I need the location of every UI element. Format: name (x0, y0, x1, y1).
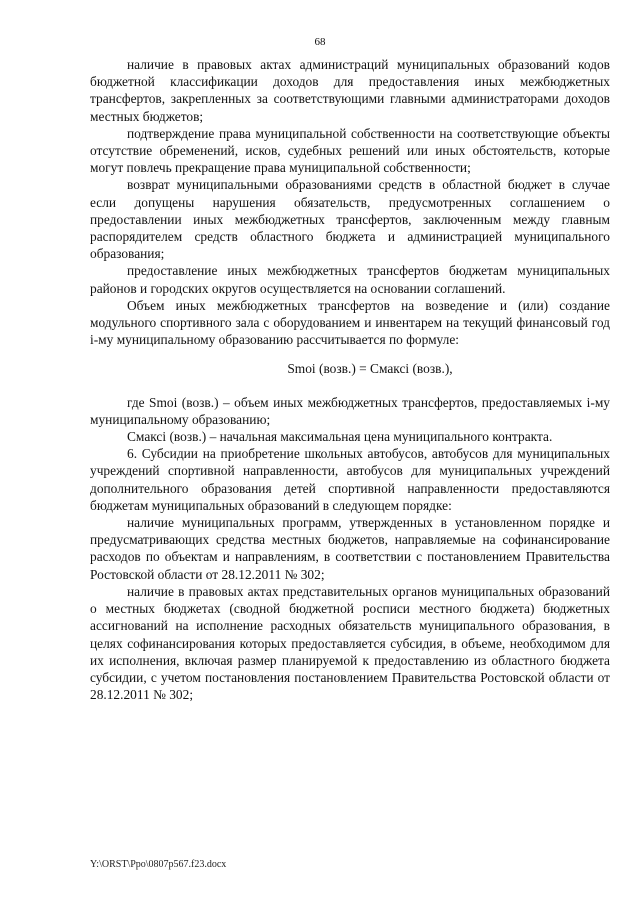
paragraph: подтверждение права муниципальной собственности на соответствующие объекты отсутствие обременений, исков, судебных решений или иных обстоятельств, которые могут повлечь прекращение права муниципальной собственности; (90, 125, 610, 176)
paragraph: Смаксi (возв.) – начальная максимальная цена муниципального контракта. (127, 429, 553, 445)
paragraph: где Smoi (возв.) – объем иных межбюджетных трансфертов, предоставляемых i-му муниципальному образованию; (90, 394, 610, 427)
formula: Smoi (возв.) = Смаксi (возв.), (287, 361, 453, 377)
paragraph: предоставление иных межбюджетных трансфертов бюджетам муниципальных районов и городских округов осуществляется на основании соглашений. (90, 263, 610, 296)
paragraph: возврат муниципальными образованиями средств в областной бюджет в случае если допущены нарушения обязательств, предусмотренных соглашением о предоставлении иных межбюджетных трансфертов, заключенным между главным распорядителем средств областного бюджета и администрацией муниципального образования; (90, 177, 610, 262)
footer-file-path: Y:\ORST\Ppo\0807p567.f23.docx (90, 859, 227, 870)
paragraph: наличие в правовых актах представительных органов муниципальных образований о местных бюджетах (сводной бюджетной росписи местного бюджета) бюджетных ассигнований на исполнение расходных обязательств муниципального образования, в целях софинансирования которых предоставляется субсидия, в объеме, необходимом для их исполнения, включая размер планируемой к предоставлению из областного бюджета субсидии, с учетом постановления постановлением Правительства Ростовской области от 28.12.2011 № 302; (90, 583, 610, 703)
paragraph: Объем иных межбюджетных трансфертов на возведение и (или) создание модульного спортивного зала с оборудованием и инвентарем на текущий финансовый год i-му муниципальному образованию рассчитывается по формуле: (90, 297, 610, 348)
paragraph: 6. Субсидии на приобретение школьных автобусов, автобусов для муниципальных учреждений спортивной направленности, автобусов для муниципальных учреждений дополнительного образования детей спортивной направленности предоставляются бюджетам муниципальных образований в следующем порядке: (90, 446, 610, 513)
page-number: 68 (314, 36, 326, 48)
paragraph: наличие муниципальных программ, утвержденных в установленном порядке и предусматривающих средства местных бюджетов, направляемые на софинансирование расходов по объектам и направлениям, в соответствии с постановлением Правительства Ростовской области от 28.12.2011 № 302; (90, 515, 610, 582)
document-body (90, 56, 610, 703)
paragraph: наличие в правовых актах администраций муниципальных образований кодов бюджетной классификации доходов для предоставления иных межбюджетных трансфертов, закрепленных за соответствующими главными администраторами доходов местных бюджетов; (90, 57, 610, 124)
